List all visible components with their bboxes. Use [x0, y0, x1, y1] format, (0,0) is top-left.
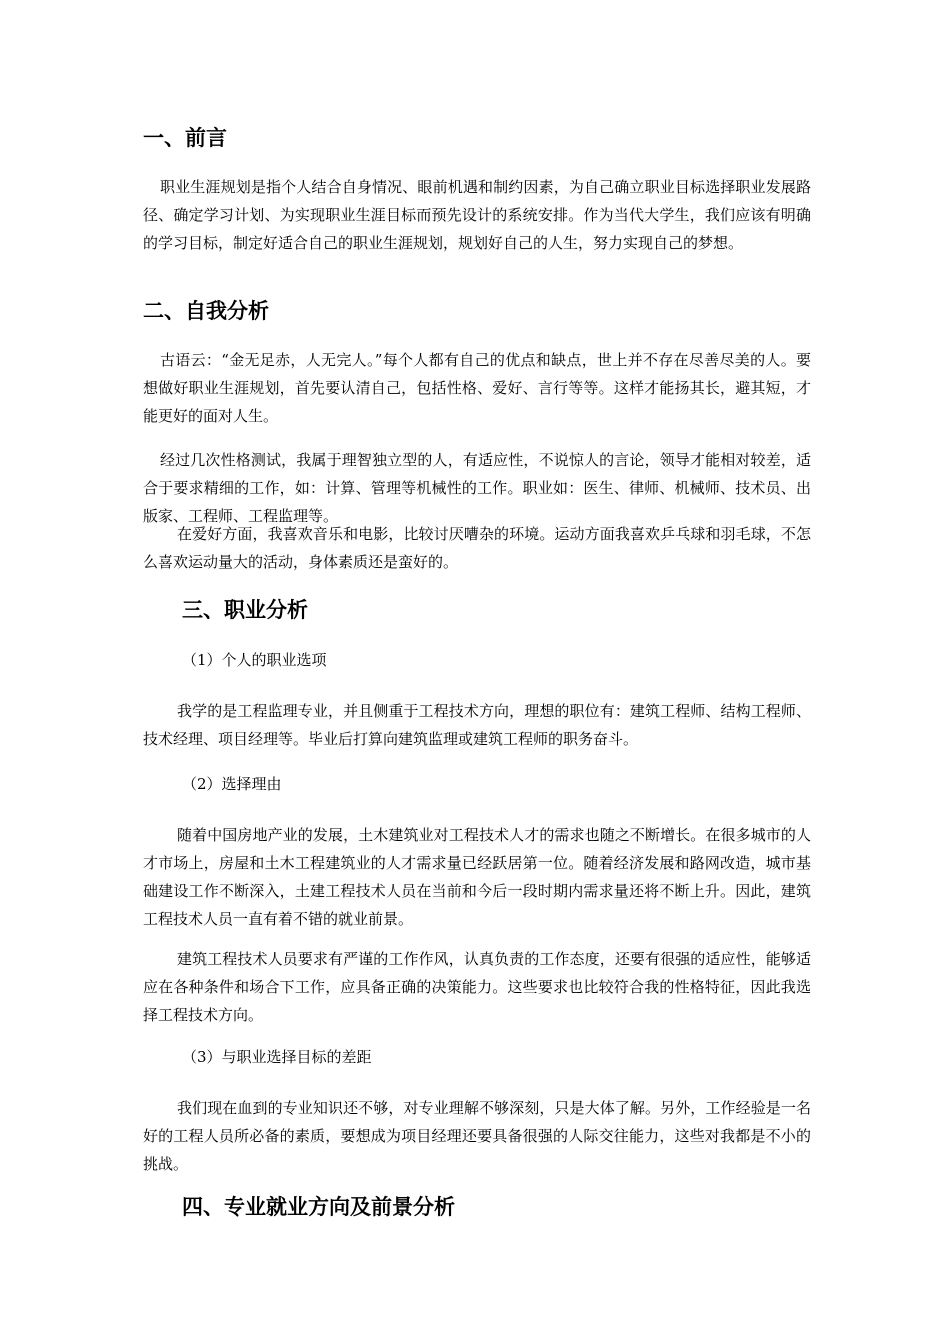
paragraph-self-analysis-3: 在爱好方面，我喜欢音乐和电影，比较讨厌嘈杂的环境。运动方面我喜欢乒乓球和羽毛球，不怎么喜欢运动量大的活动，身体素质还是蛮好的。: [143, 525, 811, 571]
paragraph-self-analysis-1: 古语云：“金无足赤，人无完人。”每个人都有自己的优点和缺点，世上并不存在尽善尽美的人。要想做好职业生涯规划，首先要认清自己，包括性格、爱好、言行等等。这样才能扬其长，避其短，才能更好的面对人生。: [143, 351, 811, 425]
section-heading-career-analysis: 三、职业分析: [182, 598, 308, 622]
section-heading-self-analysis: 二、自我分析: [143, 299, 269, 323]
paragraph-reasons-2: 建筑工程技术人员要求有严谨的工作作风，认真负责的工作态度，还要有很强的适应性，能够适应在各种条件和场合下工作，应具备正确的决策能力。这些要求也比较符合我的性格特征，因此我选择工程技术方向。: [143, 950, 811, 1024]
subheading-gap: （3）与职业选择目标的差距: [182, 1048, 372, 1066]
section-heading-preface: 一、前言: [143, 126, 227, 150]
paragraph-preface: 职业生涯规划是指个人结合自身情况、眼前机遇和制约因素，为自己确立职业目标选择职业发展路径、确定学习计划、为实现职业生涯目标而预先设计的系统安排。作为当代大学生，我们应该有明确的学习目标，制定好适合自己的职业生涯规划，规划好自己的人生，努力实现自己的梦想。: [143, 178, 811, 252]
paragraph-reasons-1: 随着中国房地产业的发展，土木建筑业对工程技术人才的需求也随之不断增长。在很多城市的人才市场上，房屋和土木工程建筑业的人才需求量已经跃居第一位。随着经济发展和路网改造，城市基础建设工作不断深入，土建工程技术人员在当前和今后一段时期内需求量还将不断上升。因此，建筑工程技术人员一直有着不错的就业前景。: [143, 826, 811, 928]
subheading-career-options: （1）个人的职业选项: [182, 651, 327, 669]
paragraph-career-options: 我学的是工程监理专业，并且侧重于工程技术方向，理想的职位有：建筑工程师、结构工程师、技术经理、项目经理等。毕业后打算向建筑监理或建筑工程师的职务奋斗。: [143, 702, 811, 748]
section-heading-employment-outlook: 四、专业就业方向及前景分析: [182, 1195, 455, 1219]
paragraph-self-analysis-2: 经过几次性格测试，我属于理智独立型的人，有适应性，不说惊人的言论，领导才能相对较差，适合于要求精细的工作，如：计算、管理等机械性的工作。职业如：医生、律师、机械师、技术员、出版家、工程师、工程监理等。: [143, 451, 811, 525]
subheading-reasons: （2）选择理由: [182, 775, 282, 793]
paragraph-gap: 我们现在血到的专业知识还不够，对专业理解不够深刻，只是大体了解。另外，工作经验是一名好的工程人员所必备的素质，要想成为项目经理还要具备很强的人际交往能力，这些对我都是不小的挑战。: [143, 1099, 811, 1173]
